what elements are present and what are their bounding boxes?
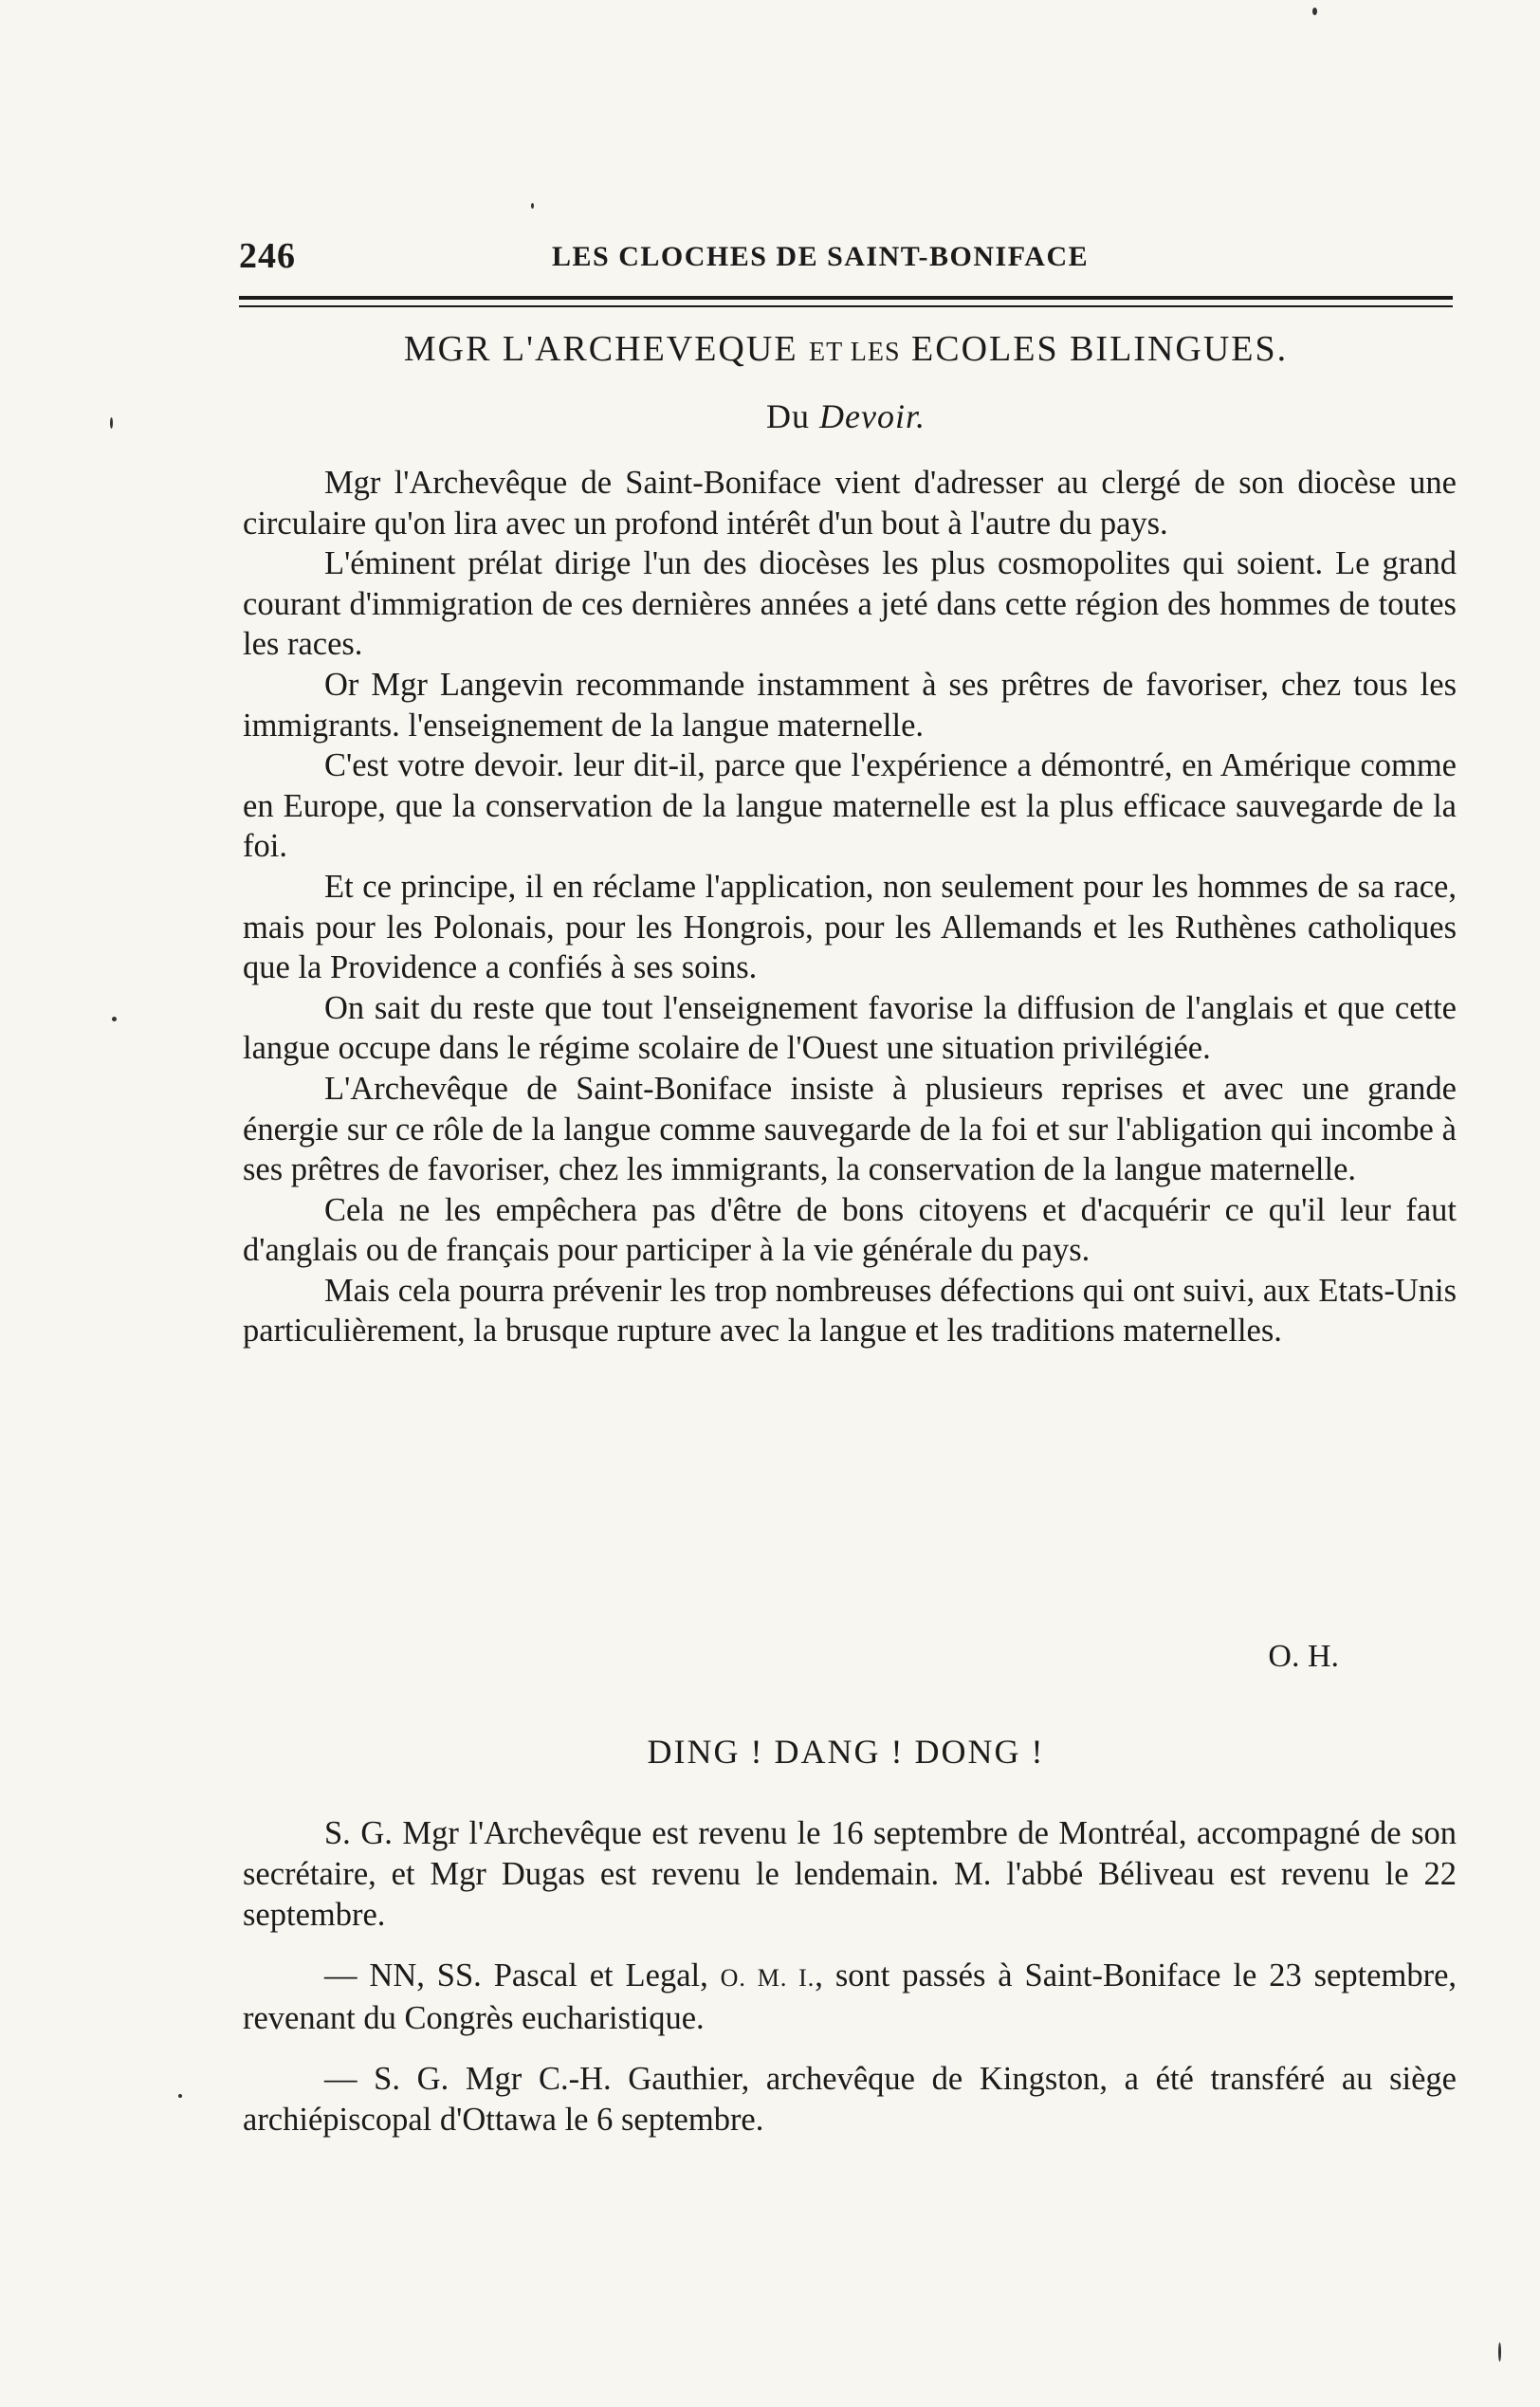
scan-speck	[110, 417, 113, 429]
article-paragraph: L'éminent prélat dirige l'un des diocèses les plus cosmopolites qui soient. Le grand courant d'immigration de ces dernières années a jeté dans cette région des hommes de toutes les races.	[243, 545, 1457, 663]
article-signature: O. H.	[1268, 1639, 1339, 1674]
scan-speck	[1498, 2343, 1501, 2361]
article-paragraph: On sait du reste que tout l'enseignement favorise la diffusion de l'anglais et que cette langue occupe dans le régime scolaire de l'Ouest une situation privilégiée.	[243, 989, 1457, 1067]
news-item	[243, 1956, 1457, 2039]
page-number: 246	[239, 236, 296, 276]
article-title-part2: ECOLES BILINGUES.	[911, 329, 1289, 369]
article-title-part1: MGR L'ARCHEVEQUE	[403, 329, 798, 369]
news-section-title: DING ! DANG ! DONG !	[647, 1733, 1045, 1771]
article-source-name: Devoir.	[819, 397, 926, 435]
article-paragraph: L'Archevêque de Saint-Boniface insiste à plusieurs reprises et avec une grande énergie sur ce rôle de la langue comme sauvegarde de la foi et sur l'abligation qui incombe à ses prêtres de favoriser, chez les immigrants, la conservation de la langue maternelle.	[243, 1070, 1457, 1188]
journal-title: LES CLOCHES DE SAINT-BONIFACE	[552, 241, 1090, 272]
scan-speck	[531, 203, 534, 209]
article-title-connector: ET LES	[809, 338, 901, 367]
religious-order-abbrev: O. M. I.	[720, 1964, 816, 1992]
article-source	[239, 396, 1453, 436]
running-head	[239, 235, 1453, 288]
article-paragraph: Mgr l'Archevêque de Saint-Boniface vient d'adresser au clergé de son diocèse une circulaire qu'on lira avec un profond intérêt d'un bout à l'autre du pays.	[243, 465, 1457, 542]
header-rule-thin	[239, 305, 1453, 307]
article-body	[243, 463, 1457, 1351]
news-item: S. G. Mgr l'Archevêque est revenu le 16 septembre de Montréal, accompagné de son secrétaire, et Mgr Dugas est revenu le lendemain. M. l'abbé Béliveau est revenu le 22 septembre.	[243, 1815, 1457, 1933]
news-body	[243, 1813, 1457, 2160]
news-item: — S. G. Mgr C.-H. Gauthier, archevêque de Kingston, a été transféré au siège archiépiscopal d'Ottawa le 6 septembre.	[243, 2061, 1457, 2138]
scan-speck	[178, 2094, 182, 2098]
article-paragraph: Or Mgr Langevin recommande instamment à ses prêtres de favoriser, chez tous les immigrants. l'enseignement de la langue maternelle.	[243, 666, 1457, 744]
article-paragraph: Et ce principe, il en réclame l'application, non seulement pour les hommes de sa race, mais pour les Polonais, pour les Hongrois, pour les Allemands et les Ruthènes catholiques que la Providence a confiés à ses soins.	[243, 868, 1457, 986]
article-paragraph: C'est votre devoir. leur dit-il, parce que l'expérience a démontré, en Amérique comme en Europe, que la conservation de la langue maternelle est la plus efficace sauvegarde de la foi.	[243, 747, 1457, 865]
article-source-prefix: Du	[766, 397, 810, 435]
news-item-rest: , sont passés à Saint-Boniface le 23 septembre, revenant du Congrès eucharistique.	[243, 1957, 1458, 2036]
news-item-lead: — NN, SS. Pascal et Legal,	[324, 1957, 708, 1994]
scan-speck	[1312, 8, 1317, 15]
article-paragraph: Cela ne les empêchera pas d'être de bons citoyens et d'acquérir ce qu'il leur faut d'anglais ou de français pour participer à la vie générale du pays.	[243, 1191, 1457, 1269]
article-paragraph: Mais cela pourra prévenir les trop nombreuses défections qui ont suivi, aux Etats-Unis particulièrement, la brusque rupture avec la langue et les traditions maternelles.	[243, 1272, 1457, 1350]
scan-speck	[112, 1017, 117, 1021]
header-rule-thick	[239, 296, 1453, 300]
article-title	[239, 328, 1453, 370]
